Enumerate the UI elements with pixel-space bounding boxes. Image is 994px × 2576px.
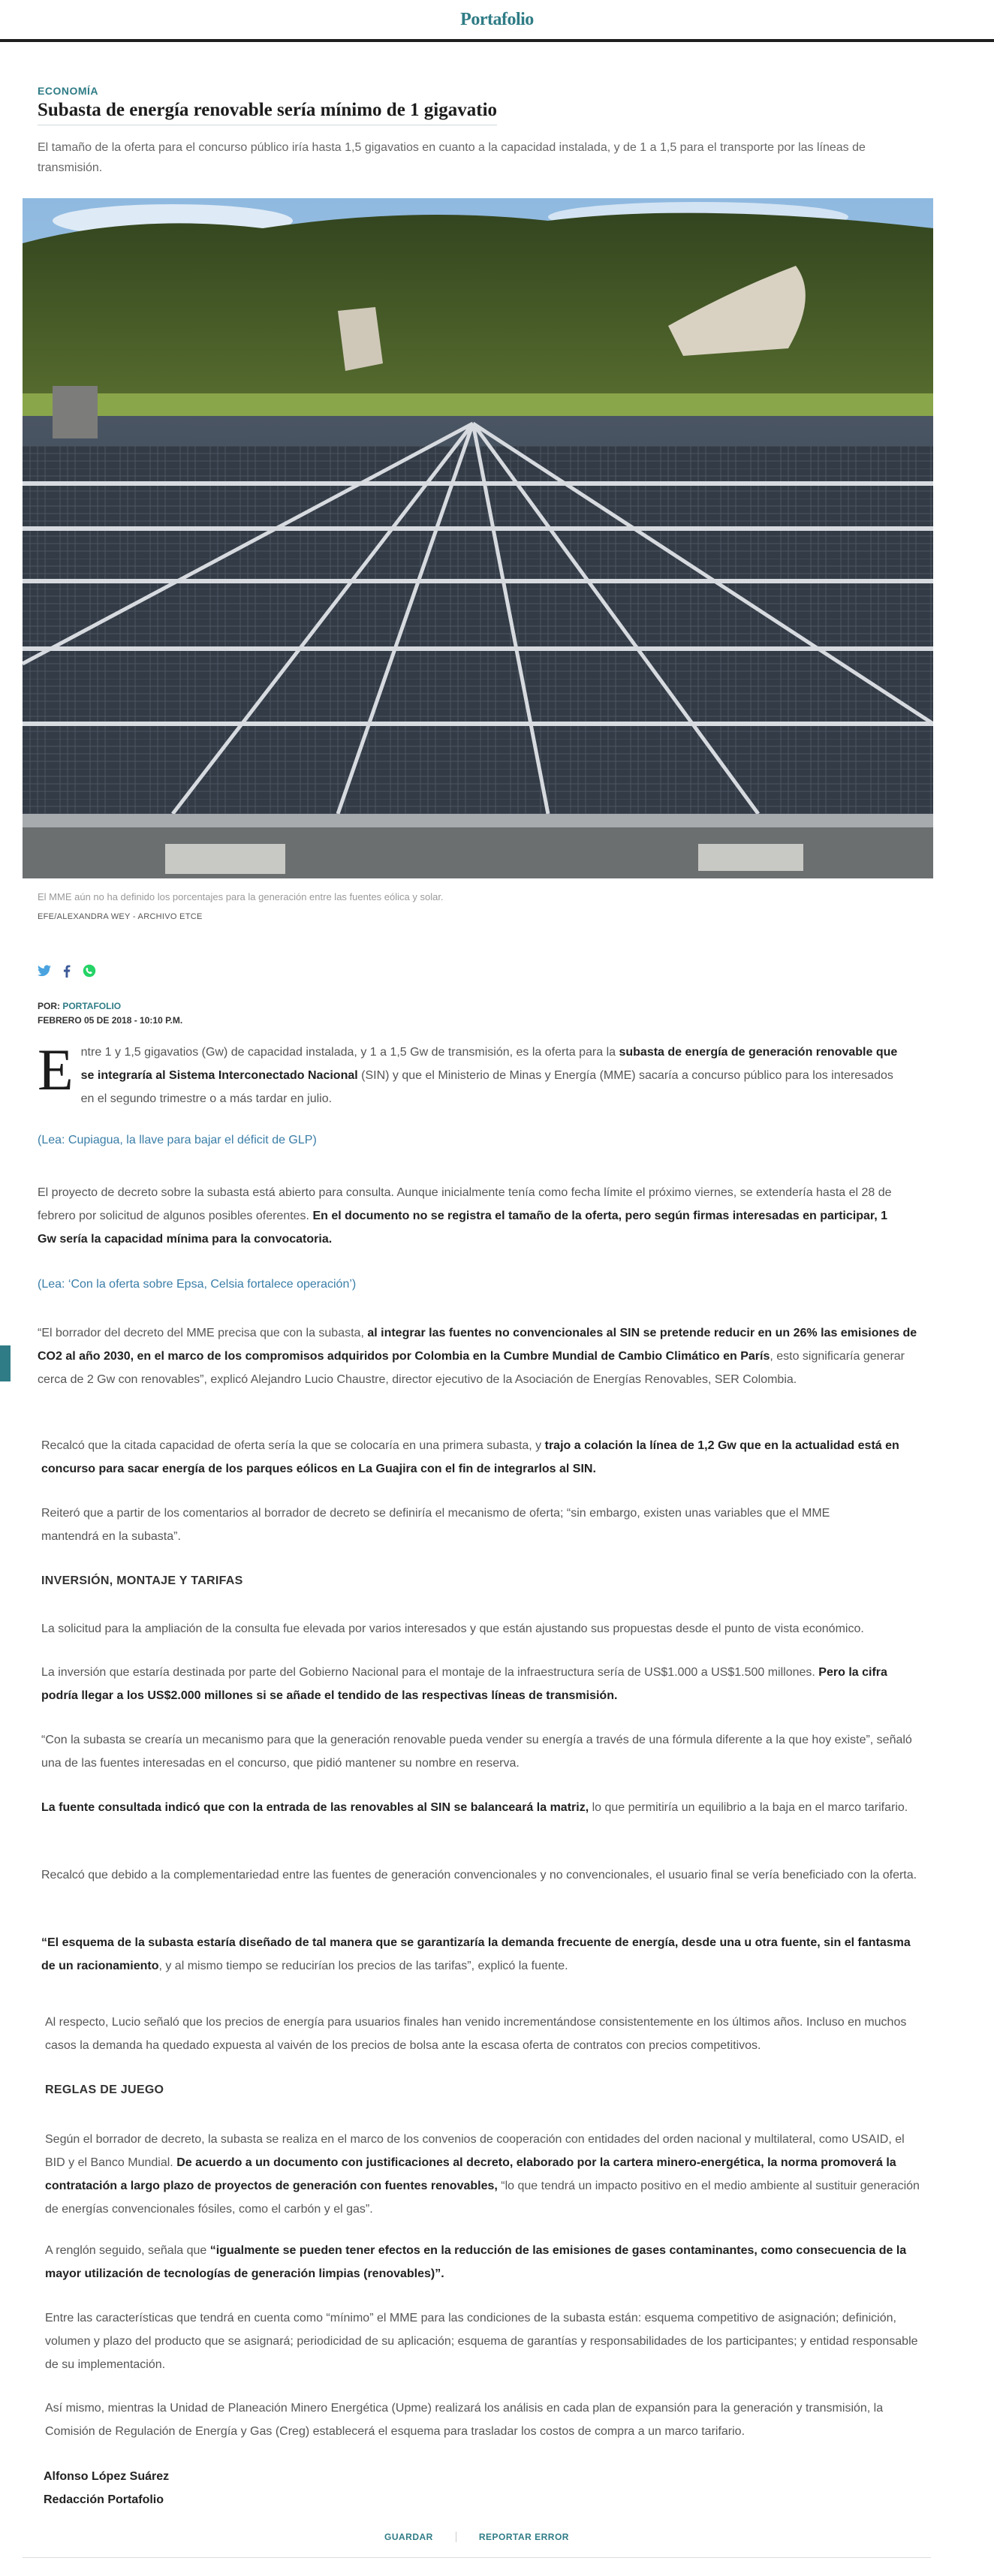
bold-run: “igualmente se pueden tener efectos en la reducción de las emisiones de gases contaminantes, como consecuencia de la mayor utilización de tecnologías de generación limpias (renovables)”. xyxy=(45,2244,907,2280)
byline-prefix: POR: xyxy=(38,1001,60,1011)
article-title: Subasta de energía renovable sería mínimo de 1 gigavatio xyxy=(38,98,497,125)
text-run: El proyecto de decreto sobre la subasta está abierto para consulta. Aunque inicialmente tenía como fecha límite el próximo viernes, se extendería hasta el 28 de febrero por solicitud de algunos posibles oferentes. xyxy=(38,1186,892,1222)
signature-name: Alfonso López Suárez xyxy=(44,2470,170,2483)
text-run: “El borrador del decreto del MME precisa que con la subasta, xyxy=(38,1327,368,1339)
subheading-inversion: INVERSIÓN, MONTAJE Y TARIFAS xyxy=(41,1574,243,1587)
text-run: ntre 1 y 1,5 gigavatios (Gw) de capacidad instalada, y 1 a 1,5 Gw de transmisión, es la oferta para la xyxy=(80,1046,619,1059)
bold-run: Pero la cifra podría llegar a los US$2.000 millones si se añade el tendido de las respectivas líneas de transmisión. xyxy=(41,1666,887,1702)
text-run: Recalcó que la citada capacidad de oferta sería la que se colocaría en una primera subasta, y xyxy=(41,1439,545,1452)
subheading-reglas: REGLAS DE JUEGO xyxy=(45,2083,164,2096)
paragraph-7 xyxy=(41,1661,923,1707)
byline-author[interactable]: PORTAFOLIO xyxy=(62,1001,122,1011)
paragraph-5: Reiteró que a partir de los comentarios al borrador de decreto se definiría el mecanismo de oferta; “sin embargo, existen unas variables que el MME mantendrá en la subasta”. xyxy=(41,1507,830,1543)
paragraph-15: Entre las características que tendrá en cuenta como “mínimo” el MME para las condiciones de la subasta están: esquema competitivo de asignación; definición, volumen y plazo del producto que se asignará; periodicidad de su aplicación; esquema de garantías y responsabilidades de los participantes; y entidad responsable de su implementación. xyxy=(45,2312,918,2371)
paragraph-11 xyxy=(41,1931,923,1978)
related-link-1[interactable]: (Lea: Cupiagua, la llave para bajar el déficit de GLP) xyxy=(38,1134,317,1146)
signature-org: Redacción Portafolio xyxy=(44,2493,164,2506)
paragraph-3 xyxy=(38,1321,923,1391)
text-run: “lo que tendrá un impacto positivo en el medio ambiente al sustituir generación de energías convencionales fósiles, como el carbón y el gas”. xyxy=(45,2180,920,2216)
paragraph-8: “Con la subasta se crearía un mecanismo para que la generación renovable pueda vender su energía a través de una fórmula diferente a la que hoy existe”, señaló una de las fuentes interesadas en el concurso, que pidió mantener su nombre en reserva. xyxy=(41,1734,912,1770)
paragraph-13 xyxy=(45,2128,927,2221)
bold-run: “El esquema de la subasta estaría diseñado de tal manera que se garantizaría la demanda frecuente de energía, desde una u otra fuente, sin el fantasma de un racionamiento xyxy=(41,1936,911,1972)
side-feedback-tab[interactable] xyxy=(0,1345,11,1381)
related-link-2[interactable]: (Lea: ‘Con la oferta sobre Epsa, Celsia fortalece operación’) xyxy=(38,1278,357,1291)
bold-run: La fuente consultada indicó que con la entrada de las renovables al SIN se balanceará la matriz, xyxy=(41,1801,589,1814)
share-bar xyxy=(38,964,96,978)
twitter-icon[interactable] xyxy=(38,965,51,977)
paragraph-6: La solicitud para la ampliación de la consulta fue elevada por varios interesados y que están ajustando sus propuestas desde el punto de vista económico. xyxy=(41,1622,864,1635)
bold-run: De acuerdo a un documento con justificaciones al decreto, elaborado por la cartera minero-energética, la norma promoverá la contratación a largo plazo de proyectos de generación con fuentes renovables, xyxy=(45,2156,896,2192)
bold-run: subasta de energía de generación renovable que se integraría al Sistema Interconectado Nacional xyxy=(80,1046,898,1082)
text-run: lo que permitiría un equilibrio a la baja en el marco tarifario. xyxy=(589,1801,908,1814)
hero-image xyxy=(23,198,933,878)
bold-run: trajo a colación la línea de 1,2 Gw que en la actualidad está en concurso para sacar energía de los parques eólicos en La Guajira con el fin de integrarlos al SIN. xyxy=(41,1439,899,1475)
article-lead: El tamaño de la oferta para el concurso público iría hasta 1,5 gigavatios en cuanto a la capacidad instalada, y de 1 a 1,5 para el transporte por las líneas de transmisión. xyxy=(38,141,866,174)
whatsapp-icon[interactable] xyxy=(83,964,96,978)
text-run: , esto significaría generar cerca de 2 Gw con renovables”, explicó Alejandro Lucio Chaustre, director ejecutivo de la Asociación de Energías Renovables, SER Colombia. xyxy=(38,1350,905,1386)
byline xyxy=(38,1001,121,1011)
paragraph-14 xyxy=(45,2239,927,2285)
image-credit: EFE/ALEXANDRA WEY - ARCHIVO ETCE xyxy=(38,912,203,921)
text-run: A renglón seguido, señala que xyxy=(45,2244,210,2257)
site-header xyxy=(0,0,994,42)
paragraph-16: Así mismo, mientras la Unidad de Planeación Minero Energética (Upme) realizará los análisis en cada plan de expansión para la generación y transmisión, la Comisión de Regulación de Energía y Gas (Creg) establecerá el esquema para trasladar los costos de compra a un marco tarifario. xyxy=(45,2402,884,2438)
publish-date: FEBRERO 05 DE 2018 - 10:10 P.M. xyxy=(38,1015,183,1026)
text-run: La inversión que estaría destinada por parte del Gobierno Nacional para el montaje de la infraestructura sería de US$1.000 a US$1.500 millones. xyxy=(41,1666,819,1679)
text-run: (SIN) y que el Ministerio de Minas y Energía (MME) sacaría a concurso público para los interesados en el segundo trimestre o a más tardar en julio. xyxy=(80,1069,893,1105)
dropcap: E xyxy=(38,1037,74,1102)
report-error-button[interactable]: REPORTAR ERROR xyxy=(478,2532,569,2542)
image-caption: El MME aún no ha definido los porcentajes para la generación entre las fuentes eólica y solar. xyxy=(38,891,444,902)
paragraph-12: Al respecto, Lucio señaló que los precios de energía para usuarios finales han venido incrementándose consistentemente en los últimos años. Incluso en muchos casos la demanda ha quedado expuesta al vaivén de los precios de bolsa ante la escasa oferta de contratos con precios competitivos. xyxy=(45,2016,907,2052)
paragraph-4 xyxy=(41,1434,923,1481)
paragraph-2 xyxy=(38,1181,908,1251)
section-label[interactable]: ECONOMÍA xyxy=(38,85,98,97)
paragraph-10: Recalcó que debido a la complementariedad entre las fuentes de generación convencionales y no convencionales, el usuario final se vería beneficiado con la oferta. xyxy=(41,1869,917,1882)
article-actions xyxy=(23,2532,931,2558)
facebook-icon[interactable] xyxy=(63,965,71,978)
bold-run: En el documento no se registra el tamaño de la oferta, pero según firmas interesadas en participar, 1 Gw sería la capacidad mínima para la convocatoria. xyxy=(38,1210,888,1246)
save-button[interactable]: GUARDAR xyxy=(384,2532,433,2542)
bold-run: al integrar las fuentes no convencionales al SIN se pretende reducir en un 26% las emisiones de CO2 al año 2030, en el marco de los compromisos adquiridos por Colombia en la Cumbre Mundial de Cambio Climático en París xyxy=(38,1327,917,1363)
paragraph-9 xyxy=(41,1796,923,1819)
paragraph-1 xyxy=(38,1037,908,1110)
text-run: , y al mismo tiempo se reducirían los precios de las tarifas”, explicó la fuente. xyxy=(158,1960,568,1972)
site-logo[interactable]: Portafolio xyxy=(460,9,534,29)
text-run: Según el borrador de decreto, la subasta se realiza en el marco de los convenios de cooperación con entidades del orden nacional y multilateral, como USAID, el BID y el Banco Mundial. xyxy=(45,2133,905,2169)
